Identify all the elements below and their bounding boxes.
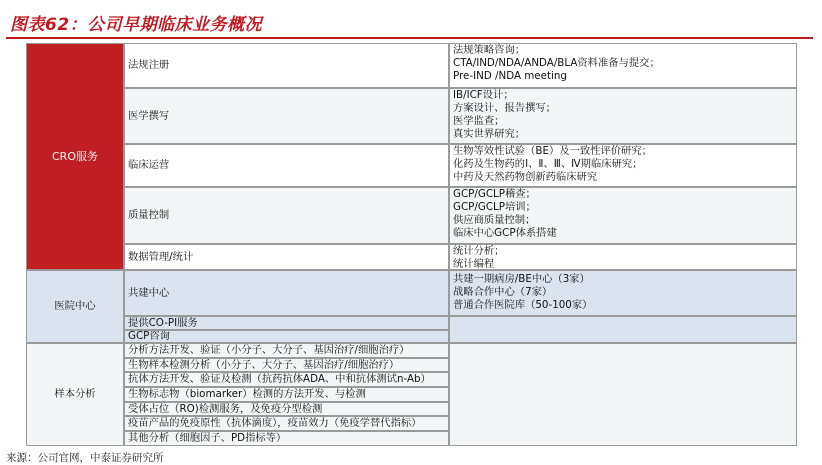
detail-line: 统计编程 [453,258,495,270]
detail-line: 生物等效性试验（BE）及一致性评价研究； [453,145,652,157]
service-details [449,43,797,88]
detail-line: 共建一期病房/BE中心（3家） [453,273,590,285]
service-name: 质量控制 [124,187,449,244]
service-details [449,187,797,244]
detail-line: 临床中心GCP体系搭建 [453,227,557,239]
detail-line: 真实世界研究； [453,128,526,140]
figure-title: 图表62：公司早期临床业务概况 [10,15,263,35]
detail-line: 战略合作中心（7家） [453,286,553,298]
detail-line: CTA/IND/NDA/ANDA/BLA资料准备与提交； [453,57,660,69]
category-sample-analysis: 样本分析 [26,343,124,446]
service-details [449,88,797,144]
service-name: 医学撰写 [124,88,449,144]
analysis-item: 疫苗产品的免疫原性（抗体滴度），疫苗效力（免疫学替代指标） [124,416,449,431]
category-cro: CRO服务 [26,43,124,270]
detail-line: 统计分析； [453,245,505,257]
analysis-item: 其他分析（细胞因子、PD指标等） [124,431,449,446]
service-details [449,270,797,316]
detail-line: 化药及生物药的Ⅰ、Ⅱ、Ⅲ、Ⅳ期临床研究； [453,158,643,170]
service-name: 法规注册 [124,43,449,88]
source-note: 来源：公司官网，中泰证券研究所 [6,452,164,464]
analysis-item: 生物样本检测分析（小分子、大分子、基因治疗/细胞治疗） [124,358,449,372]
detail-line: 法规策略咨询； [453,44,526,56]
service-details [449,244,797,270]
empty-cell [449,316,797,343]
analysis-item: 抗体方法开发、验证及检测（抗药抗体ADA、中和抗体测试n-Ab） [124,372,449,387]
analysis-item: 分析方法开发、验证（小分子、大分子、基因治疗/细胞治疗） [124,343,449,358]
detail-line: 中药及天然药物创新药临床研究 [453,171,598,183]
detail-line: GCP/GCLP稽查； [453,188,536,200]
title-divider [6,37,813,39]
service-name: 共建中心 [124,270,449,316]
service-details [449,144,797,187]
category-hospital: 医院中心 [26,270,124,343]
detail-line: 方案设计、报告撰写； [453,102,556,114]
detail-line: GCP/GCLP培训； [453,201,536,213]
analysis-item: 受体占位（RO)检测服务，及免疫分型检测 [124,402,449,416]
service-name: 提供CO-PI服务 [124,316,449,330]
detail-line: 医学监查； [453,115,505,127]
service-name: 数据管理/统计 [124,244,449,270]
service-name: 临床运营 [124,144,449,187]
analysis-item: 生物标志物（biomarker）检测的方法开发、与检测 [124,387,449,402]
service-name: GCP咨询 [124,330,449,343]
detail-line: 供应商质量控制； [453,214,536,226]
detail-line: Pre-IND /NDA meeting [453,70,567,82]
detail-line: IB/ICF设计； [453,89,514,101]
business-table [26,43,797,446]
detail-line: 普通合作医院库（50-100家） [453,299,593,311]
empty-cell [449,343,797,446]
